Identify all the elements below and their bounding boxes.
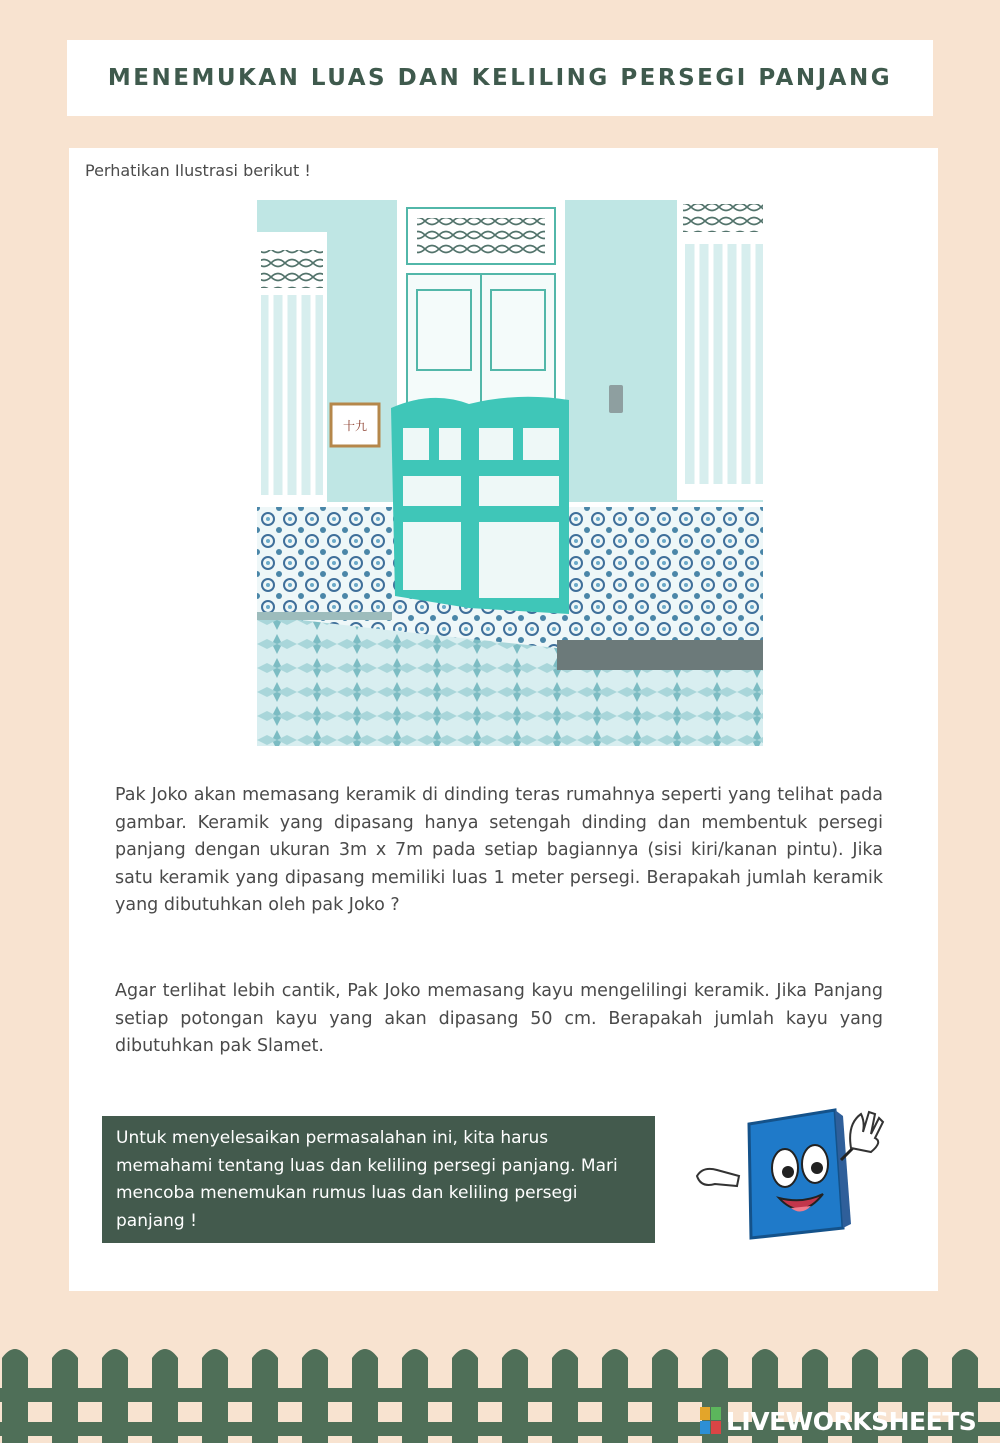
- title-banner: [67, 40, 933, 116]
- book-mascot-icon: [693, 1104, 893, 1244]
- fence-picket: [302, 1349, 328, 1443]
- fence-picket: [352, 1349, 378, 1443]
- problem-paragraph-2: Agar terlihat lebih cantik, Pak Joko memasang kayu mengelilingi keramik. Jika Panjang setiap potongan kayu yang akan dipasang 50 cm. Berapakah jumlah kayu yang dibutuhkan pak Slamet.: [115, 981, 883, 1056]
- content-panel: [69, 148, 938, 1291]
- fence-picket: [102, 1349, 128, 1443]
- fence-picket: [602, 1349, 628, 1443]
- fence-picket: [652, 1349, 678, 1443]
- problem-paragraph-1: Pak Joko akan memasang keramik di dinding teras rumahnya seperti yang telihat pada gambar. Keramik yang dipasang hanya setengah dinding dan membentuk persegi panjang dengan ukuran 3m x 7m pada setiap bagiannya (sisi kiri/kanan pintu). Jika satu keramik yang dipasang memiliki luas 1 meter persegi. Berapakah jumlah keramik yang dibutuhkan oleh pak Joko ?: [115, 785, 883, 915]
- fence-picket: [152, 1349, 178, 1443]
- door-sign-text: 十九: [342, 419, 368, 433]
- fence-picket: [2, 1349, 28, 1443]
- fence-picket: [502, 1349, 528, 1443]
- fence-picket: [252, 1349, 278, 1443]
- page-title: MENEMUKAN LUAS DAN KELILING PERSEGI PANJANG: [107, 65, 893, 91]
- liveworksheets-logo-icon: [700, 1407, 722, 1435]
- brand-name: LIVEWORKSHEETS: [726, 1406, 977, 1436]
- fence-picket: [402, 1349, 428, 1443]
- fence-picket: [52, 1349, 78, 1443]
- door-illustration: [257, 200, 763, 746]
- hint-callout: [102, 1116, 655, 1243]
- fence-picket: [552, 1349, 578, 1443]
- brand-watermark: [700, 1406, 976, 1436]
- fence-picket: [202, 1349, 228, 1443]
- callout-text: Untuk menyelesaikan permasalahan ini, kita harus memahami tentang luas dan keliling persegi panjang. Mari mencoba menemukan rumus luas dan keliling persegi panjang !: [116, 1128, 618, 1231]
- intro-text: Perhatikan Ilustrasi berikut !: [85, 161, 311, 180]
- fence-picket: [452, 1349, 478, 1443]
